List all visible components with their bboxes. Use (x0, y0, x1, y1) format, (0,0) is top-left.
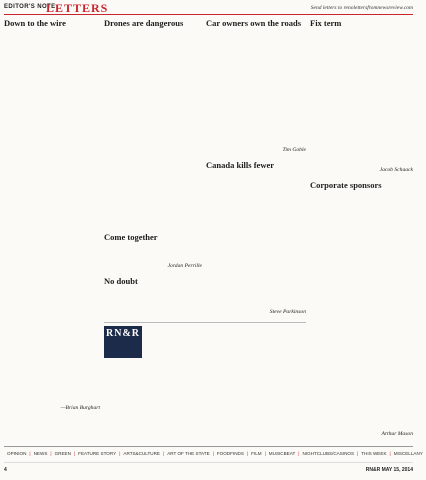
section-navigation (4, 446, 423, 460)
masthead (4, 2, 413, 15)
footer-date: MAY 15, 2014 (381, 466, 413, 473)
letter-heading-car-owners: Car owners own the roads (206, 18, 302, 28)
nav-item-nightclubs-casinos[interactable]: NIGHTCLUBS/CASINOS (302, 451, 355, 456)
nav-item-musicbeat[interactable]: MUSICBEAT (268, 451, 296, 456)
footer-page-number: 4 (4, 466, 8, 473)
nav-item-foodfinds[interactable]: FOODFINDS (216, 451, 244, 456)
nav-item-green[interactable]: GREEN (54, 451, 71, 456)
letter-heading-drones: Drones are dangerous (104, 18, 184, 28)
letters-email-link[interactable]: renolettersfromnewsreview.com (343, 5, 413, 11)
section-title: LETTERS (46, 1, 109, 15)
nav-separator: | (162, 451, 165, 456)
divider (104, 322, 306, 323)
column-letters-4 (310, 18, 413, 437)
staff-box-col-3 (184, 326, 242, 440)
nav-separator: | (50, 451, 52, 456)
letter-signature-car-owners: Tim Goble (282, 147, 306, 153)
nav-item-this-week[interactable]: THIS WEEK (361, 451, 387, 456)
nav-item-feature-story[interactable]: FEATURE STORY (78, 451, 117, 456)
letter-heading-come-together: Come together (104, 232, 158, 242)
staff-box-col-2 (144, 326, 180, 440)
letter-signature-come-together: Steve Parkinson (269, 309, 306, 315)
letter-heading-corporate: Corporate sponsors (310, 180, 382, 190)
footer-section: RN&R (365, 466, 381, 473)
nav-separator: | (119, 451, 121, 456)
letter-heading-canada: Canada kills fewer (206, 160, 274, 170)
nav-item-news[interactable]: NEWS (33, 451, 48, 456)
letter-heading-no-doubt: No doubt (104, 276, 138, 286)
letter-signature-term: Jacob Schaack (379, 167, 413, 173)
letter-body-corporate (310, 193, 413, 429)
nav-item-art-of-the-state[interactable]: ART OF THE STATE (167, 451, 210, 456)
nav-separator: | (264, 451, 266, 456)
footer-issue (366, 467, 413, 473)
editor-note-signature: —Brian Burghart (60, 405, 100, 411)
nav-separator: | (357, 451, 359, 456)
staff-box-col-1 (104, 326, 142, 440)
nav-item-opinion[interactable]: OPINION (7, 451, 27, 456)
nav-separator: | (212, 451, 214, 456)
nav-separator: | (246, 451, 249, 456)
letter-signature-corporate: Arthur Mason (381, 431, 413, 437)
staff-box-col-4 (246, 326, 306, 440)
column-come-together (104, 232, 306, 320)
letter-body-come-together (104, 245, 306, 307)
nav-separator: | (298, 451, 300, 456)
staff-box (104, 326, 306, 440)
letter-signature-drones: Jordan Perrille (167, 263, 202, 269)
nav-separator: | (389, 451, 391, 456)
masthead-kicker: EDITOR'S NOTE (4, 4, 56, 10)
nav-item-arts-culture[interactable]: ARTS&CULTURE (123, 451, 160, 456)
email-prefix: Send letters to (310, 5, 343, 11)
masthead-email-line (311, 5, 413, 11)
editor-note-heading: Down to the wire (4, 18, 66, 28)
nav-item-miscellany[interactable]: MISCELLANY (393, 451, 423, 456)
nav-item-film[interactable]: FILM (251, 451, 262, 456)
letter-heading-term: Fix term (310, 18, 342, 28)
nav-separator: | (29, 451, 31, 456)
letter-body-term (310, 31, 413, 165)
letter-body-car-owners (206, 31, 306, 145)
rnr-logo (104, 326, 142, 358)
nav-separator: | (73, 451, 76, 456)
rnr-logo-text: RN&R (106, 328, 140, 339)
letter-body-drones (104, 31, 202, 261)
column-editors-note (4, 18, 100, 432)
page-footer (4, 462, 413, 476)
editor-note-body (4, 31, 100, 403)
